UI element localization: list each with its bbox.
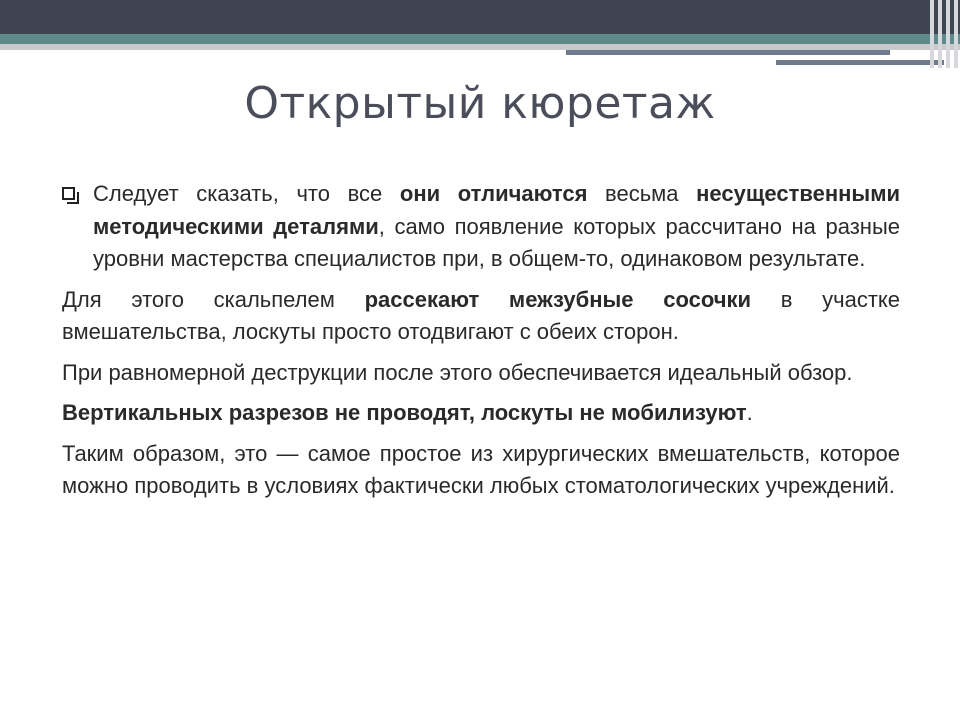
paragraph-incision: Для этого скальпелем рассекают межзубные сосочки в участке вмешательства, лоскуты просто отодвигают с обеих сторон. bbox=[62, 286, 901, 344]
slide-title: Открытый кюретаж bbox=[244, 78, 716, 129]
header-accent-line bbox=[776, 60, 944, 65]
paragraph-conclusion: Таким образом, это — самое простое из хирургических вмешательств, которое можно проводить в условиях фактически любых стоматологических учреждений. bbox=[62, 440, 900, 498]
bullet-item bbox=[62, 178, 900, 276]
paragraph-no-vertical-incisions: Вертикальных разрезов не проводят, лоскуты не мобилизуют. bbox=[62, 400, 753, 425]
header-bar-dark bbox=[0, 0, 960, 34]
paragraph-overview: При равномерной деструкции после этого обеспечивается идеальный обзор. bbox=[62, 359, 853, 385]
header-stripe bbox=[954, 0, 958, 68]
checkbox-bullet-icon bbox=[62, 187, 75, 200]
header-stripe bbox=[930, 0, 934, 68]
header-bar-teal bbox=[0, 34, 960, 44]
bullet-text: Следует сказать, что все они отличаются весьма несущественными методическими деталями, само появление которых рассчитано на разные уровни мастерства специалистов при, в общем-то, одинаковом результате. bbox=[93, 181, 900, 271]
header-accent-line bbox=[566, 50, 890, 55]
slide-body bbox=[62, 178, 900, 511]
header-stripe bbox=[946, 0, 950, 68]
header-stripe bbox=[938, 0, 942, 68]
